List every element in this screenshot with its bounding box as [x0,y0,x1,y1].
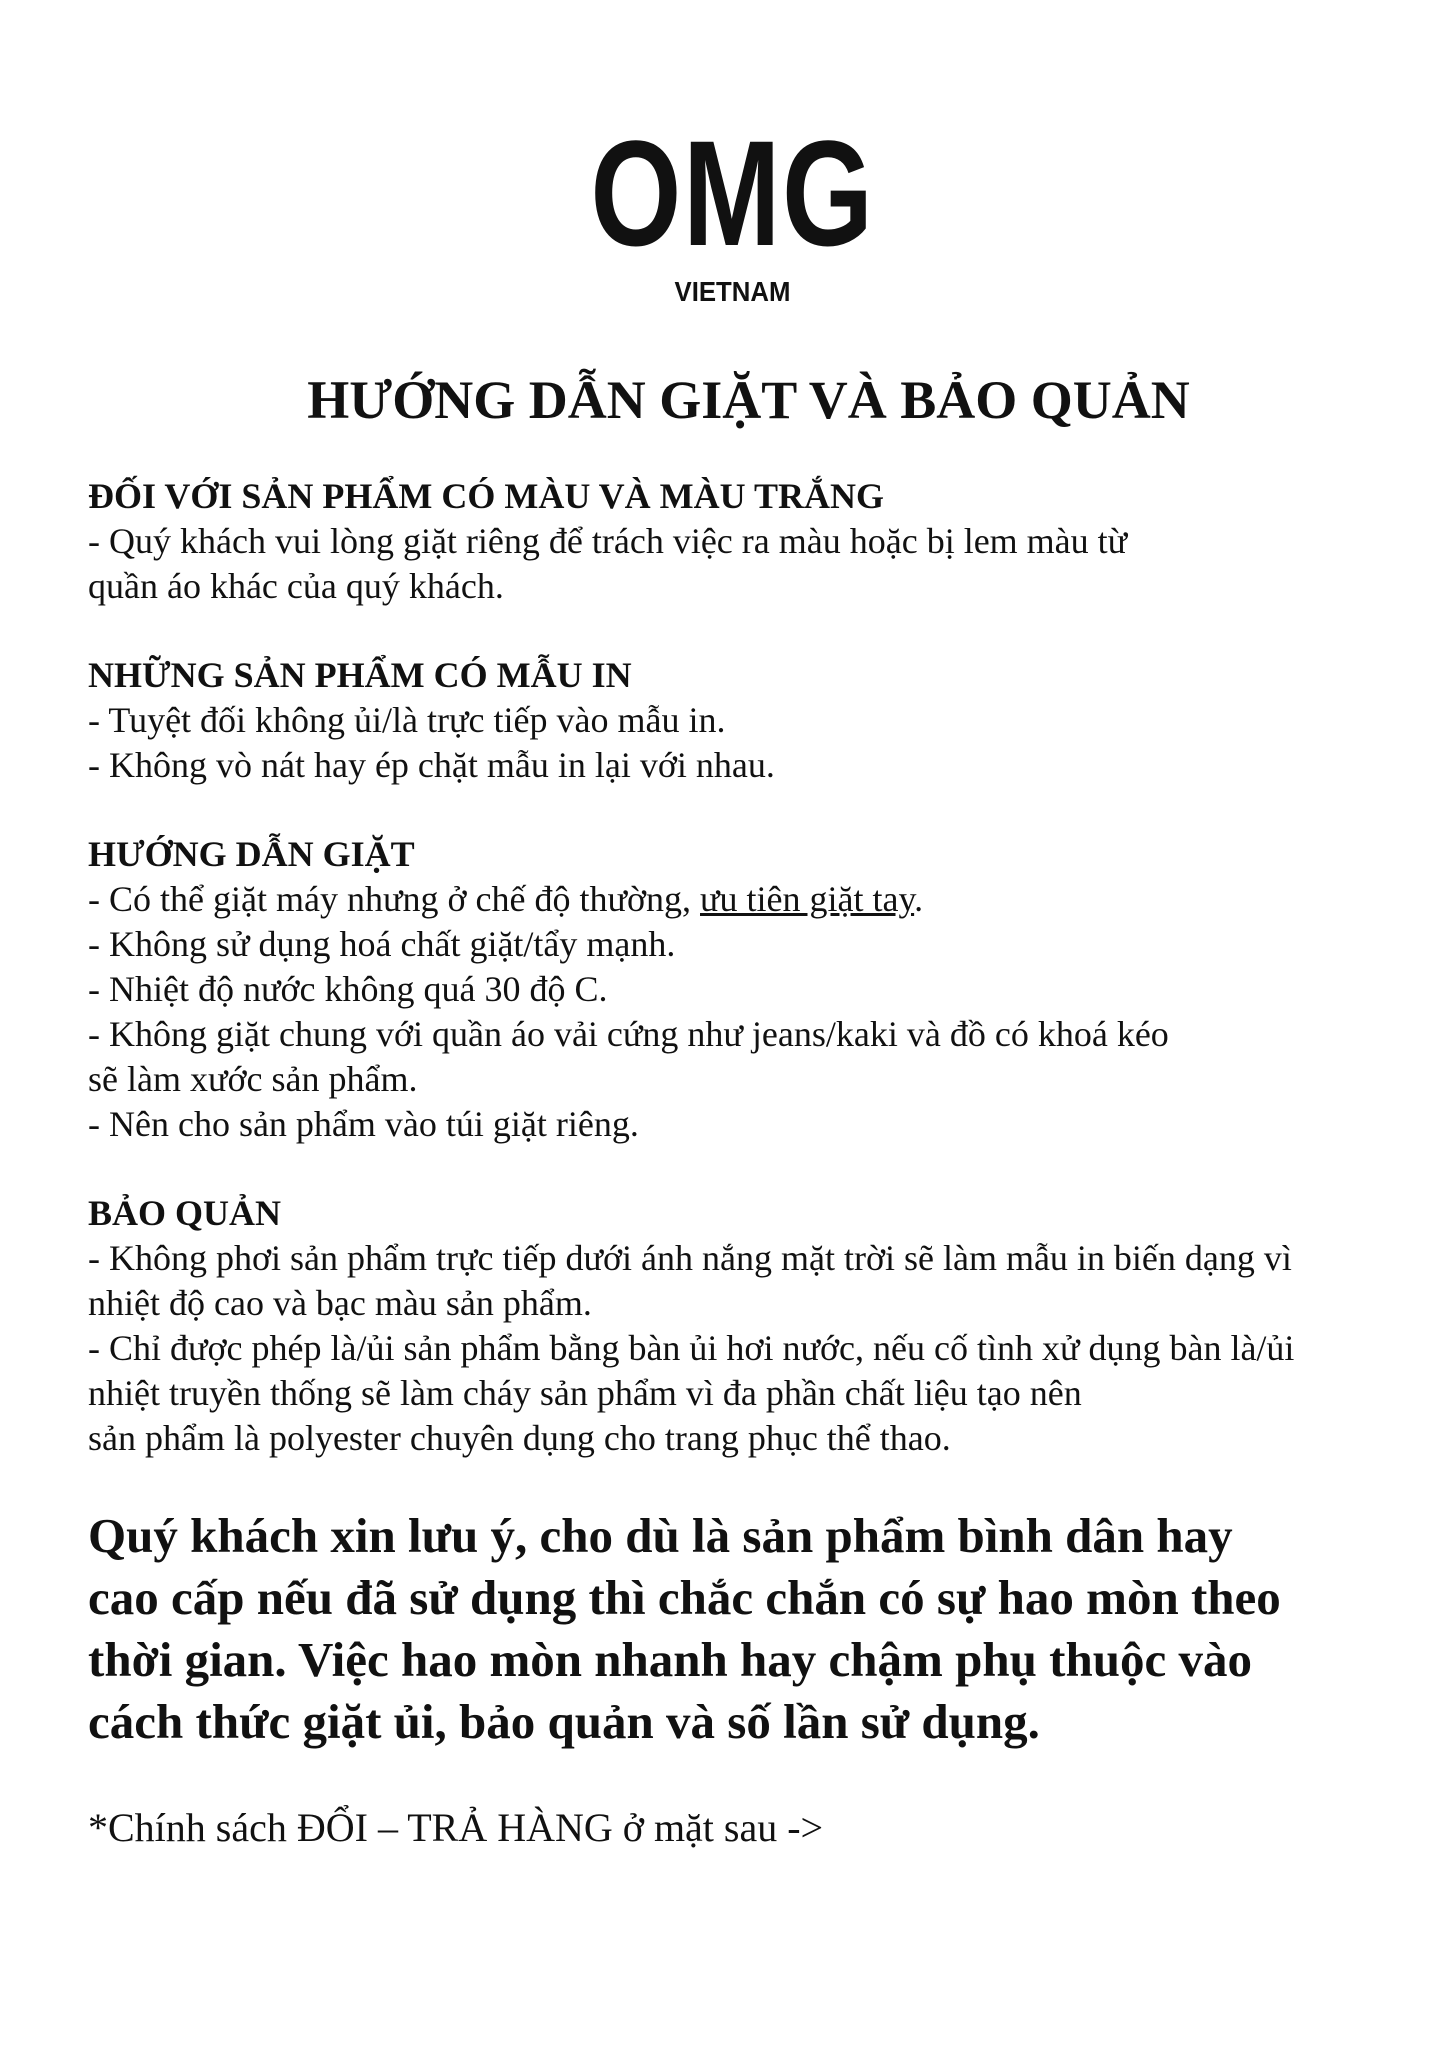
logo-wordmark: OMG [590,109,875,277]
page-title: HƯỚNG DẪN GIẶT VÀ BẢO QUẢN [307,370,1190,430]
section-line: nhiệt độ cao và bạc màu sản phẩm. [88,1283,592,1323]
section-heading: BẢO QUẢN [88,1193,282,1233]
section-line: - Tuyệt đối không ủi/là trực tiếp vào mẫu in. [88,700,726,740]
wear-notice [88,1505,1418,1753]
section-line: - Nên cho sản phẩm vào túi giặt riêng. [88,1104,639,1144]
notice-line: Quý khách xin lưu ý, cho dù là sản phẩm bình dân hay [88,1508,1233,1563]
section-line: - Nhiệt độ nước không quá 30 độ C. [88,969,608,1009]
section-line: quần áo khác của quý khách. [88,566,504,606]
section-heading: NHỮNG SẢN PHẨM CÓ MẪU IN [88,655,632,695]
line-suffix: . [914,879,924,919]
section-line: sẽ làm xước sản phẩm. [88,1059,418,1099]
brand-logo [0,109,1447,308]
section-line [88,877,1418,922]
section-line: - Không giặt chung với quần áo vải cứng như jeans/kaki và đồ có khoá kéo [88,1014,1169,1054]
exchange-policy-note: *Chính sách ĐỔI – TRẢ HÀNG ở mặt sau -> [88,1805,824,1850]
section-line: - Không sử dụng hoá chất giặt/tẩy mạnh. [88,924,676,964]
section-line: sản phẩm là polyester chuyên dụng cho trang phục thể thao. [88,1418,951,1458]
section-line: - Chỉ được phép là/ủi sản phẩm bằng bàn ủi hơi nước, nếu cố tình xử dụng bàn là/ủi [88,1328,1295,1368]
section-line: nhiệt truyền thống sẽ làm cháy sản phẩm vì đa phần chất liệu tạo nên [88,1373,1082,1413]
notice-line: thời gian. Việc hao mòn nhanh hay chậm phụ thuộc vào [88,1632,1252,1687]
document-body [88,474,1418,1853]
section-line: - Quý khách vui lòng giặt riêng để trách việc ra màu hoặc bị lem màu từ [88,521,1128,561]
section-heading: ĐỐI VỚI SẢN PHẨM CÓ MÀU VÀ MÀU TRẮNG [88,476,885,516]
section-line: - Không phơi sản phẩm trực tiếp dưới ánh nắng mặt trời sẽ làm mẫu in biến dạng vì [88,1238,1292,1278]
section-washing-guide [88,832,1418,1147]
line-prefix: - Có thể giặt máy nhưng ở chế độ thường, [88,879,700,919]
logo-subtitle: VIETNAM [674,276,791,307]
section-heading: HƯỚNG DẪN GIẶT [88,834,415,874]
section-colored-white-products [88,474,1418,609]
section-printed-products [88,653,1418,788]
notice-line: cách thức giặt ủi, bảo quản và số lần sử dụng. [88,1694,1040,1749]
hand-wash-emphasis: ưu tiên giặt tay [700,879,915,919]
section-storage [88,1191,1418,1461]
section-line: - Không vò nát hay ép chặt mẫu in lại với nhau. [88,745,775,785]
notice-line: cao cấp nếu đã sử dụng thì chắc chắn có sự hao mòn theo [88,1570,1281,1625]
